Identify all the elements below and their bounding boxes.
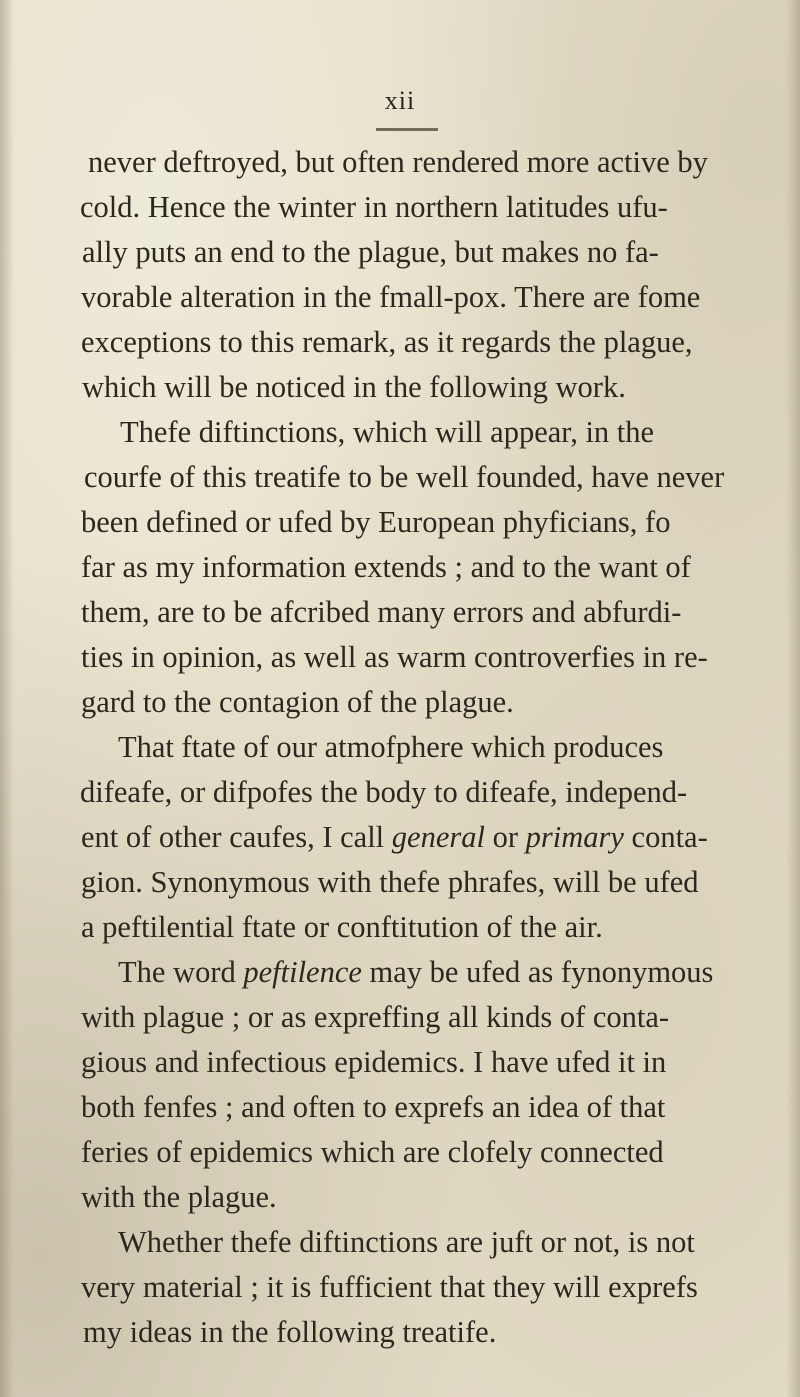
page-shadow-right bbox=[786, 0, 800, 1397]
line-text-segment: may be ufed as fynonymous bbox=[361, 955, 714, 989]
text-line: cold. Hence the winter in northern latitudes ufu- bbox=[80, 190, 668, 224]
page-shadow-left bbox=[0, 0, 14, 1397]
paragraph-first-line: That ftate of our atmofphere which produces bbox=[118, 730, 664, 764]
text-line: very material ; it is fufficient that they will exprefs bbox=[81, 1270, 698, 1304]
text-line bbox=[81, 817, 708, 857]
header-rule bbox=[376, 128, 438, 131]
text-line: gious and infectious epidemics. I have ufed it in bbox=[81, 1045, 667, 1079]
text-line: never deftroyed, but often rendered more active by bbox=[88, 145, 708, 179]
text-line: ties in opinion, as well as warm controverfies in re- bbox=[81, 640, 708, 674]
text-line: far as my information extends ; and to the want of bbox=[81, 550, 691, 584]
text-line: a peftilential ftate or conftitution of the air. bbox=[81, 910, 603, 944]
line-text-segment: ent of other caufes, I call bbox=[81, 820, 392, 854]
paragraph-first-line bbox=[118, 952, 713, 992]
text-line: my ideas in the following treatife. bbox=[83, 1315, 497, 1349]
paragraph-first-line: Whether thefe diftinctions are juft or not, is not bbox=[118, 1225, 695, 1259]
page-number: xii bbox=[384, 86, 416, 115]
text-line: with the plague. bbox=[81, 1180, 277, 1214]
text-line: feries of epidemics which are clofely connected bbox=[81, 1135, 664, 1169]
line-text-segment: conta- bbox=[623, 820, 708, 854]
text-line: both fenfes ; and often to exprefs an idea of that bbox=[81, 1090, 666, 1124]
line-text-segment: The word bbox=[118, 955, 244, 989]
text-line: which will be noticed in the following work. bbox=[82, 370, 626, 404]
text-line: difeafe, or difpofes the body to difeafe, independ- bbox=[80, 775, 688, 809]
text-line: been defined or ufed by European phyficians, fo bbox=[81, 505, 671, 539]
text-line: them, are to be afcribed many errors and abfurdi- bbox=[81, 595, 682, 629]
italic-term-general: general bbox=[391, 820, 485, 854]
line-text-segment: or bbox=[484, 820, 526, 854]
text-line: exceptions to this remark, as it regards the plague, bbox=[81, 325, 693, 359]
italic-term-primary: primary bbox=[525, 820, 624, 854]
text-line: with plague ; or as expreffing all kinds of conta- bbox=[81, 1000, 670, 1034]
text-line: ally puts an end to the plague, but makes no fa- bbox=[82, 235, 659, 269]
text-line: gard to the contagion of the plague. bbox=[81, 685, 514, 719]
paragraph-first-line: Thefe diftinctions, which will appear, in the bbox=[120, 415, 655, 449]
italic-term-pestilence: peftilence bbox=[243, 955, 362, 989]
text-line: vorable alteration in the fmall-pox. There are fome bbox=[81, 280, 701, 314]
text-line: gion. Synonymous with thefe phrafes, will be ufed bbox=[81, 865, 699, 899]
text-line: courfe of this treatife to be well founded, have never bbox=[84, 460, 725, 494]
